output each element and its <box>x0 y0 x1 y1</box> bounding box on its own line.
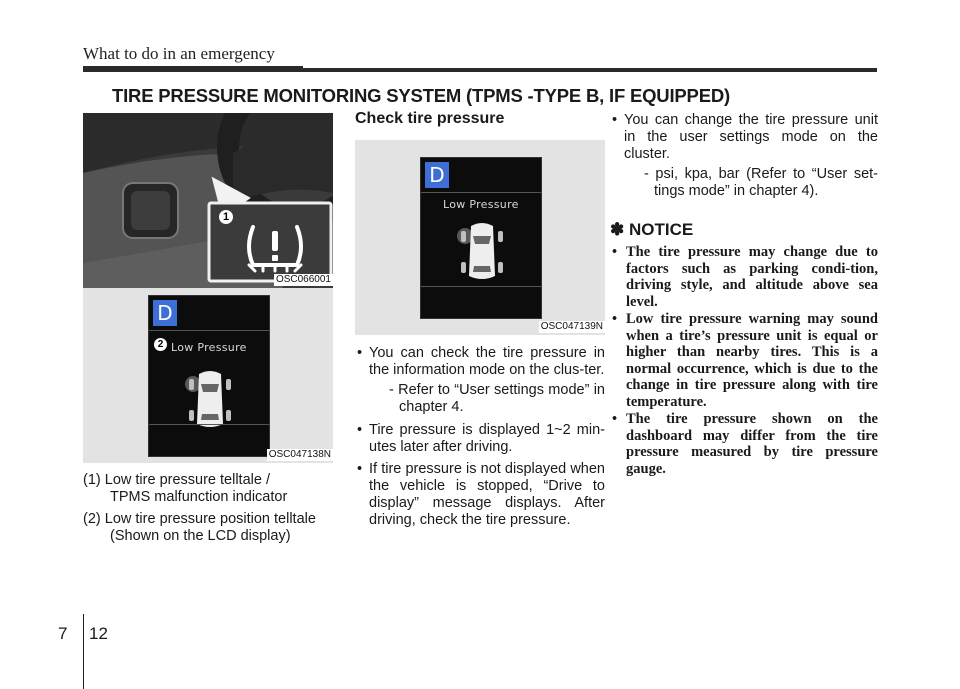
running-header: What to do in an emergency <box>83 44 275 63</box>
notice-item: • The tire pressure shown on the dashboard may differ from the tire pressure measured by tire pressure gauge. <box>610 411 878 477</box>
lcd-divider <box>421 286 541 287</box>
car-tire-icon <box>457 220 507 284</box>
notice-list <box>610 244 878 478</box>
figure-code: OSC066001 <box>275 274 331 285</box>
low-pressure-message: Low Pressure <box>171 341 247 354</box>
lcd-divider <box>149 424 269 425</box>
section-title: TIRE PRESSURE MONITORING SYSTEM (TPMS -TYPE B, IF EQUIPPED) <box>112 85 730 106</box>
header-rule-accent <box>83 66 303 72</box>
list-item: • You can check the tire pressure in the information mode on the clus-ter. - Refer to “User settings mode” in chapter 4. <box>355 345 605 416</box>
lcd-display <box>148 295 270 457</box>
callout-marker: 2 <box>154 338 167 351</box>
chapter-number: 7 <box>58 624 68 643</box>
unit-list <box>610 112 878 206</box>
gear-indicator: D <box>425 162 449 188</box>
tpms-warning-icon <box>243 221 307 273</box>
lcd-display <box>420 157 542 319</box>
lcd-divider <box>149 330 269 331</box>
car-tire-icon <box>185 368 235 432</box>
dashboard-figure <box>83 113 333 288</box>
notice-item: • The tire pressure may change due to factors such as parking condi-tion, driving style, and altitude above sea level. <box>610 244 878 310</box>
list-item: • If tire pressure is not displayed when the vehicle is stopped, “Drive to display” message displays. After driving, check the tire pressure. <box>355 461 605 529</box>
check-list <box>355 345 605 534</box>
figure-captions <box>83 472 333 550</box>
list-item: • Tire pressure is displayed 1~2 min-utes later after driving. <box>355 422 605 456</box>
caption-item: (1) Low tire pressure telltale / TPMS malfunction indicator <box>83 472 288 505</box>
list-item: • You can change the tire pressure unit in the user settings mode on the cluster. - psi, kpa, bar (Refer to “User set-tings mode” in chapter 4). <box>610 112 878 200</box>
notice-symbol-icon: ✽ <box>610 220 625 239</box>
lcd-divider <box>421 192 541 193</box>
gear-indicator: D <box>153 300 177 326</box>
low-pressure-message: Low Pressure <box>443 198 519 211</box>
notice-heading: ✽ NOTICE <box>610 220 694 239</box>
figure-code: OSC047139N <box>540 321 603 332</box>
footer-rule <box>83 614 84 689</box>
lcd-position-figure <box>83 288 333 463</box>
callout-marker: 1 <box>219 210 233 224</box>
caption-item: (2) Low tire pressure position telltale (Shown on the LCD display) <box>83 511 316 544</box>
lcd-check-figure <box>355 140 605 335</box>
figure-code: OSC047138N <box>268 449 331 460</box>
list-subitem: - Refer to “User settings mode” in chapter 4. <box>389 382 605 415</box>
page-number: 12 <box>89 624 108 643</box>
check-tire-pressure-title: Check tire pressure <box>355 110 505 127</box>
notice-item: • Low tire pressure warning may sound when a tire’s pressure unit is equal or higher than nearby tires. This is a normal occurrence, which is due to the change in tire pressure along with tire temperature. <box>610 311 878 410</box>
list-subitem: - psi, kpa, bar (Refer to “User set-tings mode” in chapter 4). <box>644 166 878 199</box>
